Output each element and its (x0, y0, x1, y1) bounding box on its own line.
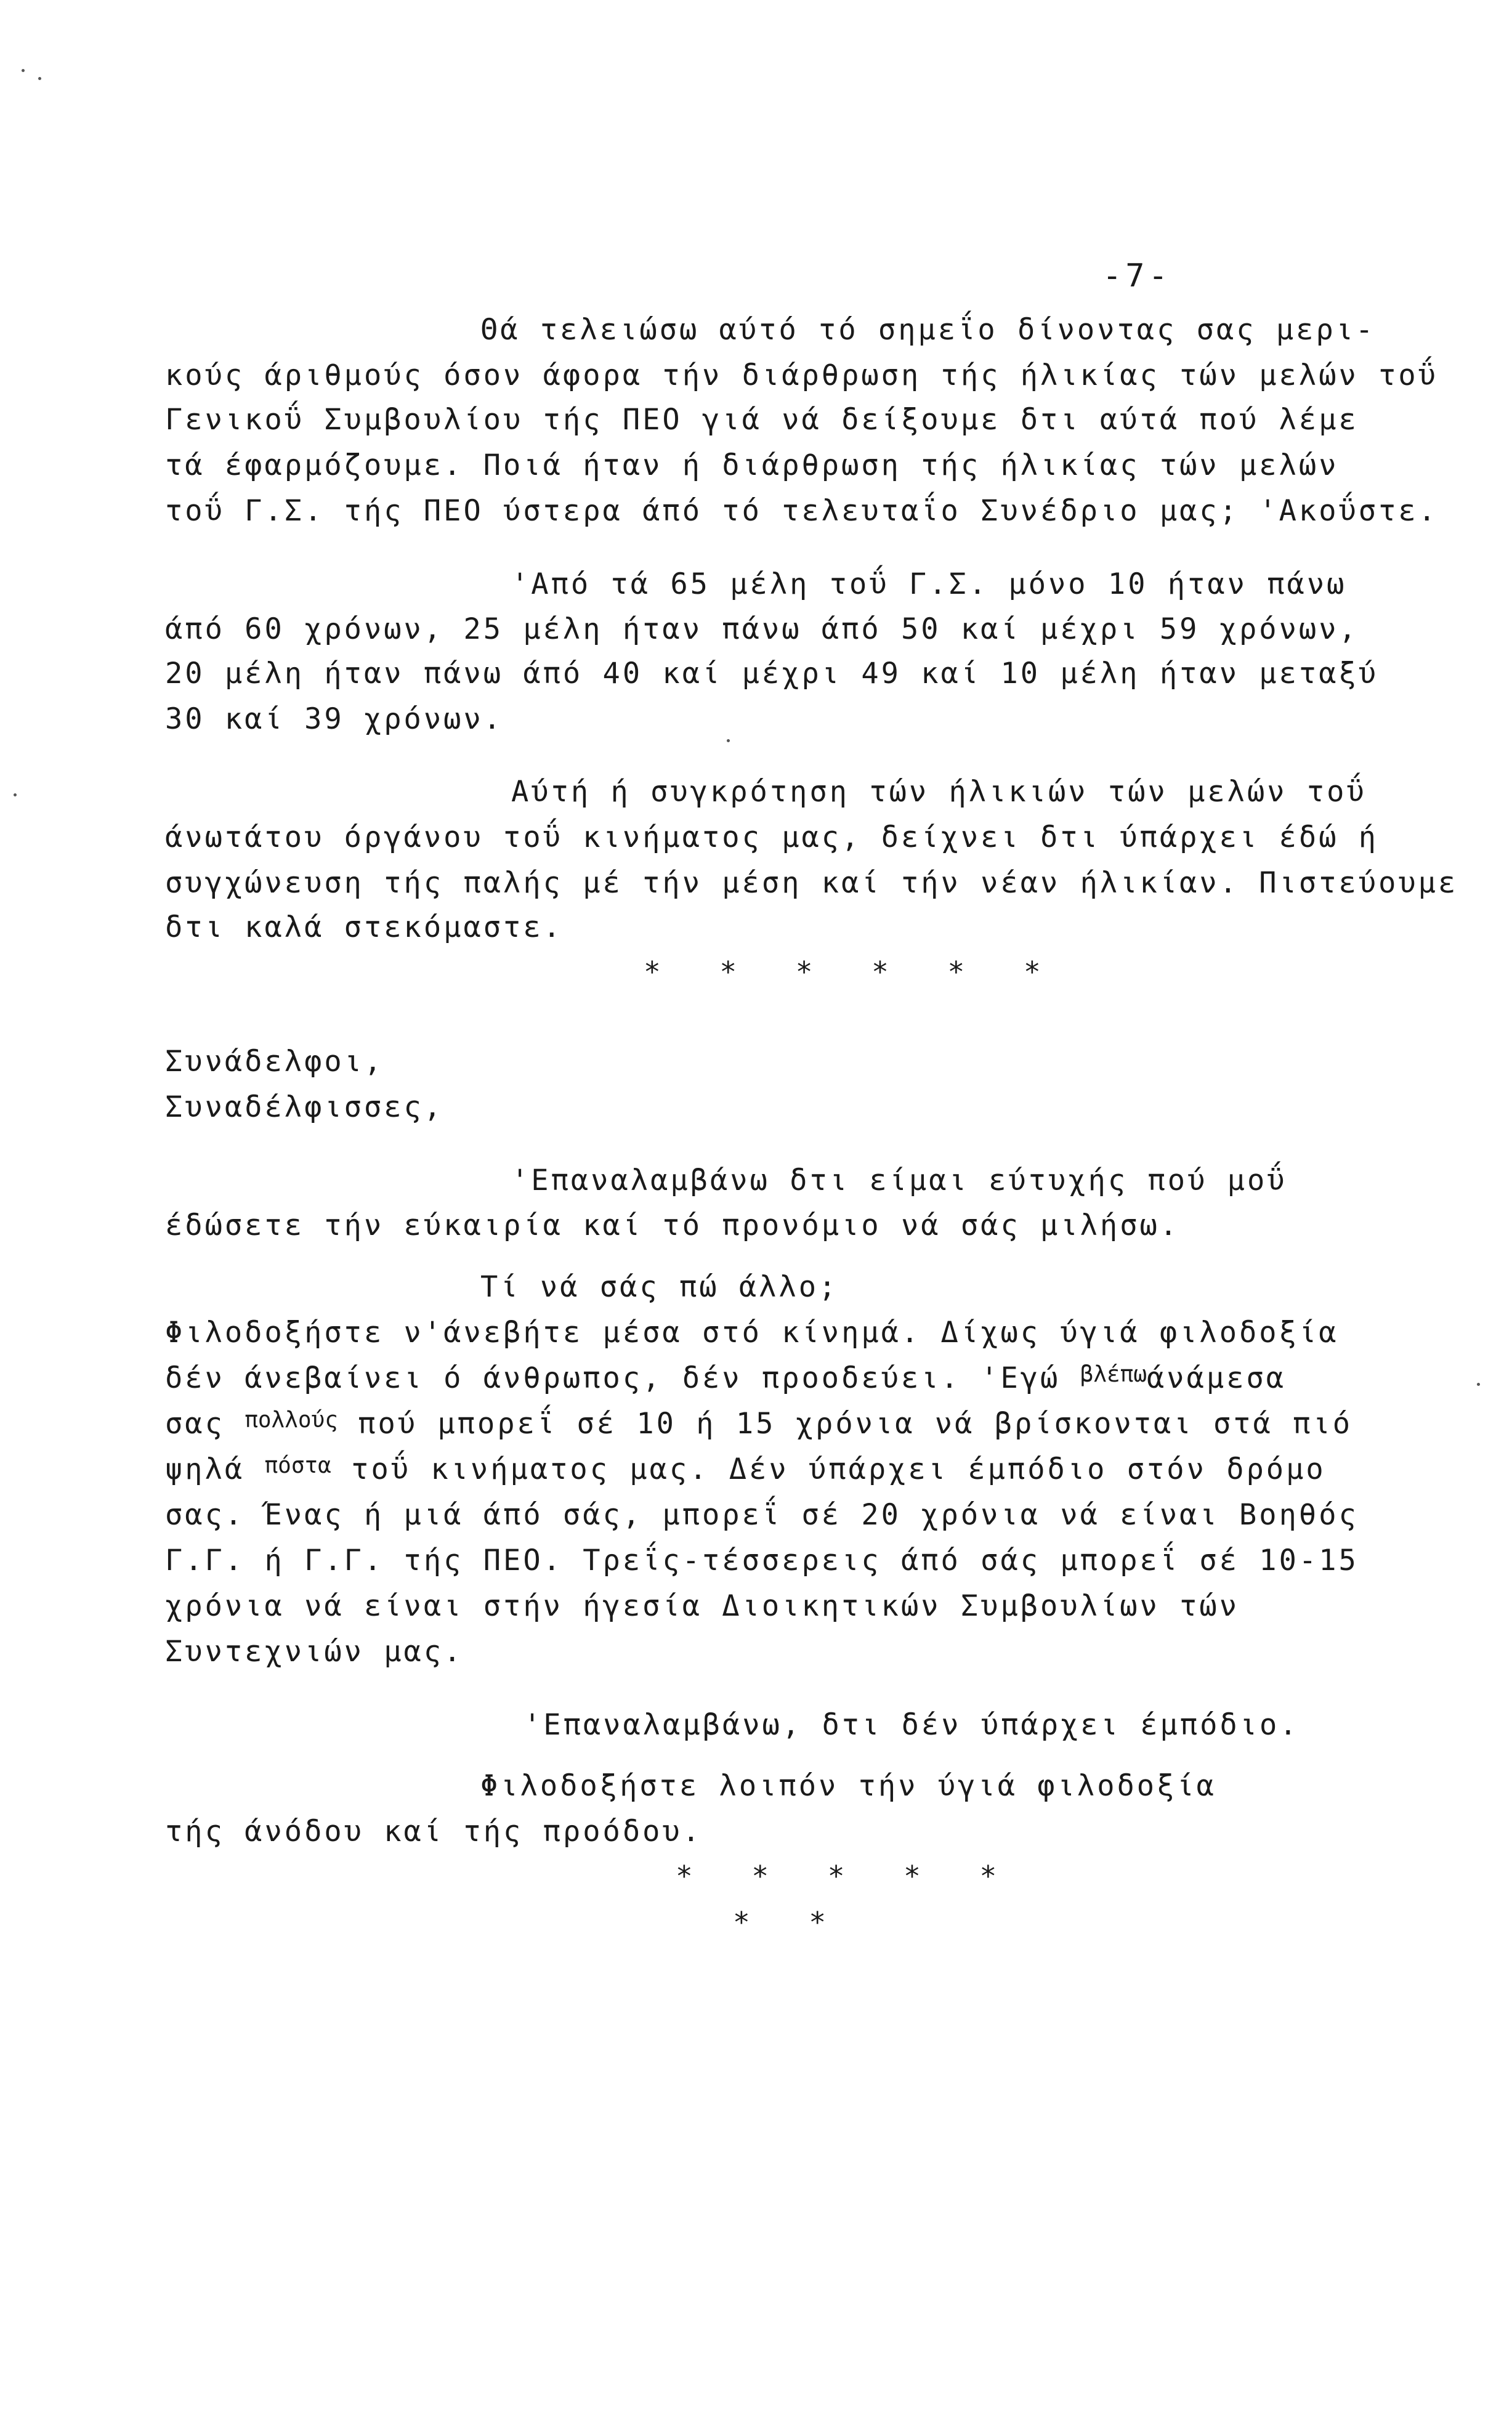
paragraph-line: Θά τελειώσω αύτό τό σημεΐο δίνοντας σας μερι- (480, 313, 1376, 347)
paragraph-line: έδώσετε τήν εύκαιρία καί τό προνόμιο νά σάς μιλήσω. (165, 1209, 1180, 1242)
paragraph-line: Γενικοΰ Συμβουλίου τής ΠΕΟ γιά νά δείξουμε δτι αύτά πού λέμε (165, 403, 1359, 437)
paragraph-line: 'Από τά 65 μέλη τοΰ Γ.Σ. μόνο 10 ήταν πάνω (511, 567, 1347, 601)
line-text: ψηλά (165, 1452, 245, 1486)
scan-speck (14, 793, 17, 796)
line-text: τοΰ κινήματος μας. Δέν ύπάρχει έμπόδιο στόν δρόμο (351, 1452, 1326, 1486)
paragraph-line: Γ.Γ. ή Γ.Γ. τής ΠΕΟ. Τρεΐς-τέσσερεις άπό σάς μπορεΐ σέ 10-15 (165, 1544, 1359, 1577)
line-text: δέν άνεβαίνει ό άνθρωπος, δέν προοδεύει. 'Εγώ (165, 1361, 1061, 1395)
paragraph-line: Αύτή ή συγκρότηση τών ήλικιών τών μελών τοΰ (511, 775, 1367, 809)
line-text: σας (165, 1407, 225, 1441)
handwritten-correction: πόστα (264, 1453, 331, 1478)
paragraph-line: τής άνόδου καί τής προόδου. (165, 1815, 703, 1848)
paragraph-line: τά έφαρμόζουμε. Ποιά ήταν ή διάρθρωση τής ήλικίας τών μελών (165, 448, 1339, 482)
paragraph-line: χρόνια νά είναι στήν ήγεσία Διοικητικών Συμβουλίων τών (165, 1589, 1240, 1623)
paragraph-line: Φιλοδοξήστε ν'άνεβήτε μέσα στό κίνημά. Δίχως ύγιά φιλοδοξία (165, 1316, 1339, 1350)
line-text: άνάμεσα (1147, 1361, 1287, 1395)
handwritten-correction: βλέπω (1080, 1362, 1147, 1387)
page-number: -7- (1102, 257, 1171, 294)
handwritten-correction: πολλούς (245, 1407, 338, 1433)
paragraph-line: Φιλοδοξήστε λοιπόν τήν ύγιά φιλοδοξία (480, 1769, 1216, 1803)
paragraph-line: Τί νά σάς πώ άλλο; (480, 1270, 839, 1304)
salutation-line: Συναδέλφισσες, (165, 1090, 444, 1124)
separator-stars: * * * * * * (644, 955, 1062, 989)
paragraph-line: κούς άριθμούς όσον άφορα τήν διάρθρωση τής ήλικίας τών μελών τοΰ (165, 358, 1438, 392)
paragraph-line (165, 1407, 1353, 1441)
paragraph-line: 20 μέλη ήταν πάνω άπό 40 καί μέχρι 49 καί 10 μέλη ήταν μεταξύ (165, 657, 1379, 690)
paragraph-line: 'Επαναλαμβάνω, δτι δέν ύπάρχει έμπόδιο. (524, 1708, 1300, 1742)
paragraph-line: άνωτάτου όργάνου τοΰ κινήματος μας, δείχνει δτι ύπάρχει έδώ ή (165, 820, 1379, 854)
line-text: πού μπορεΐ σέ 10 ή 15 χρόνια νά βρίσκονται στά πιό (358, 1407, 1353, 1441)
paragraph-line: 30 καί 39 χρόνων. (165, 702, 504, 736)
paragraph-line: άπό 60 χρόνων, 25 μέλη ήταν πάνω άπό 50 καί μέχρι 59 χρόνων, (165, 612, 1359, 646)
salutation-line: Συνάδελφοι, (165, 1045, 384, 1079)
paragraph-line: Συντεχνιών μας. (165, 1635, 464, 1669)
scan-speck (38, 77, 41, 80)
scan-speck (1477, 1383, 1480, 1386)
paragraph-line: σας. Ένας ή μιά άπό σάς, μπορεΐ σέ 20 χρόνια νά είναι Βοηθός (165, 1498, 1359, 1532)
scan-speck (727, 739, 730, 742)
scan-speck (22, 69, 25, 72)
paragraph-line (165, 1361, 1287, 1395)
paragraph-line: δτι καλά στεκόμαστε. (165, 910, 563, 944)
paragraph-line: συγχώνευση τής παλής μέ τήν μέση καί τήν νέαν ήλικίαν. Πιστεύουμε (165, 866, 1458, 900)
paragraph-line (165, 1452, 1326, 1486)
separator-stars: * * * * * (676, 1860, 1018, 1893)
separator-stars: * * (733, 1906, 847, 1939)
paragraph-line: 'Επαναλαμβάνω δτι είμαι εύτυχής πού μοΰ (511, 1164, 1287, 1197)
paragraph-line: τοΰ Γ.Σ. τής ΠΕΟ ύστερα άπό τό τελευταΐο Συνέδριο μας; 'Ακοΰστε. (165, 494, 1438, 528)
